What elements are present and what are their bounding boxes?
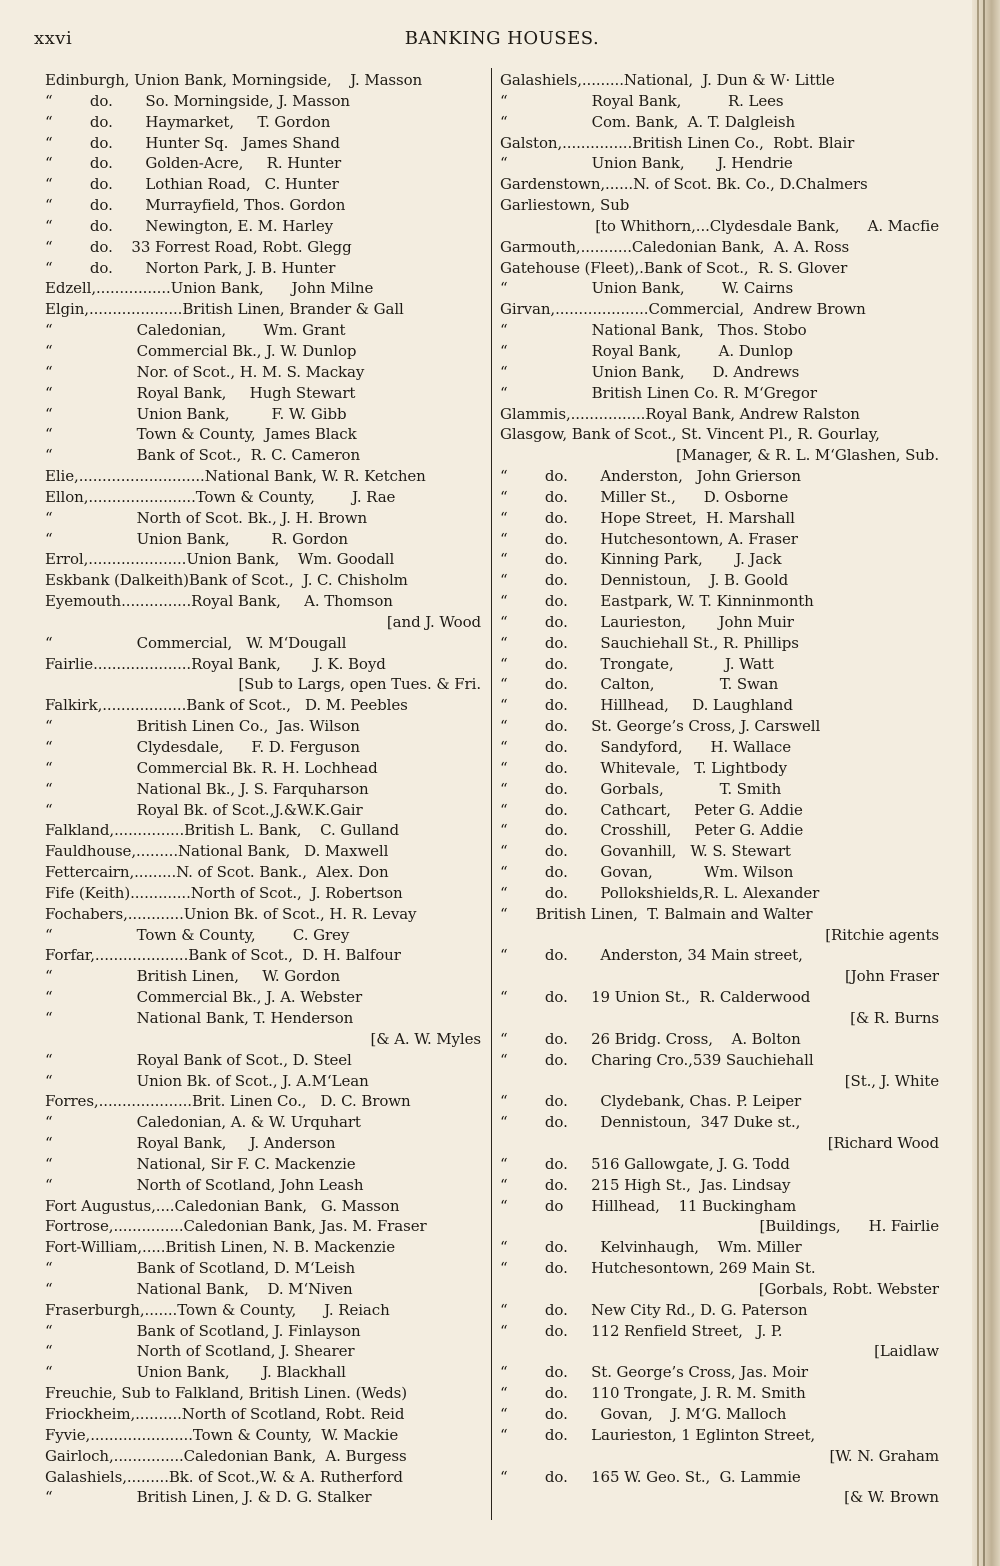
directory-line: “ National Bank, T. Henderson	[45, 1008, 354, 1027]
directory-line: “ Com. Bank, A. T. Dalgleish	[500, 112, 796, 131]
directory-line: Gardenstown,......N. of Scot. Bk. Co., D.Chalmers	[500, 175, 868, 194]
directory-line: “ do. Anderston, John Grierson	[500, 467, 801, 486]
directory-line: “ do. Hunter Sq. James Shand	[45, 133, 340, 152]
directory-line: Glasgow, Bank of Scot., St. Vincent Pl., R. Gourlay,	[500, 425, 880, 444]
directory-line: “ do. Anderston, 34 Main street,	[500, 946, 803, 965]
directory-line: Falkland,...............British L. Bank, C. Gulland	[45, 821, 400, 840]
directory-line: Errol,.....................Union Bank, Wm. Goodall	[45, 550, 395, 569]
directory-line: [St., J. White	[844, 1071, 939, 1090]
directory-line: “ do. Sauchiehall St., R. Phillips	[500, 633, 799, 652]
directory-line: Fort-William,.....British Linen, N. B. Mackenzie	[45, 1238, 395, 1257]
directory-line: Garliestown, Sub	[500, 196, 630, 215]
directory-line: Garmouth,...........Caledonian Bank, A. A. Ross	[500, 237, 850, 256]
directory-line: “ British Linen, W. Gordon	[45, 967, 341, 986]
directory-line: “ Royal Bank of Scot., D. Steel	[45, 1050, 352, 1069]
directory-line: “ Union Bank, J. Hendrie	[500, 154, 793, 173]
directory-line: “ do. Haymarket, T. Gordon	[45, 112, 331, 131]
directory-line: [W. N. Graham	[829, 1446, 939, 1465]
directory-line: “ do. Newington, E. M. Harley	[45, 216, 334, 235]
directory-line: [Ritchie agents	[825, 925, 939, 944]
directory-line: Forres,....................Brit. Linen Co., D. C. Brown	[45, 1092, 411, 1111]
directory-line: “ Clydesdale, F. D. Ferguson	[45, 738, 360, 756]
directory-line: “ Caledonian, A. & W. Urquhart	[45, 1113, 361, 1132]
directory-line: Fettercairn,.........N. of Scot. Bank., Alex. Don	[45, 863, 389, 882]
page-edge-binding	[972, 0, 1000, 1566]
directory-line: “ do. 165 W. Geo. St., G. Lammie	[500, 1467, 801, 1486]
directory-line: “ do. Murrayfield, Thos. Gordon	[45, 196, 346, 215]
directory-line: “ Town & County, James Black	[45, 425, 357, 444]
directory-line: “ Union Bk. of Scot., J. A.M‘Lean	[45, 1071, 369, 1090]
directory-line: “ do. Laurieston, 1 Eglinton Street,	[500, 1425, 816, 1444]
page-title: BANKING HOUSES.	[404, 28, 600, 49]
directory-line: “ Royal Bank, Hugh Stewart	[45, 383, 356, 402]
directory-line: “ do. Dennistoun, 347 Duke st.,	[500, 1113, 801, 1132]
directory-line: “ National Bk., J. S. Farquharson	[45, 779, 369, 798]
directory-line: “ do. Lothian Road, C. Hunter	[45, 175, 339, 194]
directory-line: “ do. Hope Street, H. Marshall	[500, 508, 795, 527]
directory-line: “ Union Bank, J. Blackhall	[45, 1363, 346, 1382]
directory-line: “ North of Scotland, J. Shearer	[45, 1342, 355, 1361]
directory-line: “ do. Laurieston, John Muir	[500, 612, 794, 631]
directory-line: “ do. Kinning Park, J. Jack	[500, 550, 782, 569]
directory-line: “ do. So. Morningside, J. Masson	[45, 91, 350, 110]
directory-line: “ do. Trongate, J. Watt	[500, 654, 774, 673]
directory-line: Edzell,................Union Bank, John Milne	[45, 279, 374, 298]
directory-line: [& R. Burns	[850, 1008, 939, 1027]
directory-line: “ British Linen, T. Balmain and Walter	[500, 904, 813, 923]
directory-line: “ North of Scot. Bk., J. H. Brown	[45, 508, 368, 527]
right-column	[500, 70, 939, 1508]
directory-line: “ do. Clydebank, Chas. P. Leiper	[500, 1092, 802, 1111]
directory-line: “ National Bank, Thos. Stobo	[500, 321, 807, 340]
directory-line: Fairlie.....................Royal Bank, J. K. Boyd	[45, 654, 386, 673]
directory-line: Fochabers,............Union Bk. of Scot., H. R. Levay	[45, 904, 417, 923]
directory-line: [Richard Wood	[827, 1134, 939, 1153]
directory-line: “ Town & County, C. Grey	[45, 925, 350, 944]
directory-line: “ do. Eastpark, W. T. Kinninmonth	[500, 592, 814, 611]
directory-line: [Gorbals, Robt. Webster	[758, 1279, 939, 1298]
directory-line: “ do. Govanhill, W. S. Stewart	[500, 842, 791, 861]
directory-line: Edinburgh, Union Bank, Morningside, J. Masson	[45, 71, 423, 89]
directory-line: Fife (Keith).............North of Scot., J. Robertson	[45, 883, 403, 902]
page-header	[34, 28, 970, 56]
directory-line: [Buildings, H. Fairlie	[759, 1217, 939, 1236]
column-divider	[491, 68, 492, 1520]
directory-line: “ do. Norton Park, J. B. Hunter	[45, 258, 336, 277]
directory-line: “ do. 33 Forrest Road, Robt. Glegg	[45, 237, 352, 256]
directory-line: Forfar,....................Bank of Scot., D. H. Balfour	[45, 946, 401, 965]
directory-line: “ do. New City Rd., D. G. Paterson	[500, 1300, 808, 1319]
directory-line: “ North of Scotland, John Leash	[45, 1175, 364, 1194]
directory-line: Glammis,................Royal Bank, Andrew Ralston	[500, 404, 860, 423]
directory-line: “ Commercial Bk., J. A. Webster	[45, 988, 363, 1007]
directory-line: Elgin,....................British Linen, Brander & Gall	[45, 300, 404, 319]
directory-line: [and J. Wood	[386, 612, 481, 631]
directory-line: “ do Hillhead, 11 Buckingham	[500, 1196, 797, 1215]
left-column	[45, 70, 481, 1508]
directory-line: Freuchie, Sub to Falkland, British Linen. (Weds)	[45, 1384, 407, 1403]
directory-line: “ Commercial Bk. R. H. Lochhead	[45, 758, 378, 777]
directory-line: “ British Linen, J. & D. G. Stalker	[45, 1488, 372, 1507]
directory-line: “ do. Hutchesontown, 269 Main St.	[500, 1259, 816, 1278]
directory-line: “ do. Pollokshields,R. L. Alexander	[500, 883, 820, 902]
directory-line: “ National Bank, D. M‘Niven	[45, 1279, 353, 1298]
directory-line: “ do. St. George’s Cross, J. Carswell	[500, 717, 821, 736]
directory-line: [to Whithorn,...Clydesdale Bank, A. Macfie	[595, 216, 939, 235]
directory-line: “ do. Hutchesontown, A. Fraser	[500, 529, 798, 548]
directory-line: “ do. 215 High St., Jas. Lindsay	[500, 1175, 791, 1194]
directory-line: Fyvie,......................Town & County, W. Mackie	[45, 1425, 399, 1444]
directory-line: Galston,...............British Linen Co., Robt. Blair	[500, 133, 855, 152]
directory-line: Eskbank (Dalkeith)Bank of Scot., J. C. Chisholm	[45, 571, 408, 590]
directory-line: “ do. 516 Gallowgate, J. G. Todd	[500, 1154, 790, 1173]
directory-line: “ Union Bank, D. Andrews	[500, 362, 800, 381]
directory-line: “ Royal Bank, A. Dunlop	[500, 341, 793, 360]
directory-line: Ellon,.......................Town & County, J. Rae	[45, 487, 396, 506]
directory-line: Fraserburgh,.......Town & County, J. Reiach	[45, 1300, 390, 1319]
directory-line: “ British Linen Co. R. M‘Gregor	[500, 383, 817, 402]
directory-line: “ Commercial, W. M‘Dougall	[45, 633, 347, 652]
directory-line: “ Bank of Scot., R. C. Cameron	[45, 446, 361, 465]
directory-line: “ Royal Bank, J. Anderson	[45, 1134, 336, 1153]
directory-line: “ do. Kelvinhaugh, Wm. Miller	[500, 1238, 802, 1257]
directory-line: [John Fraser	[844, 967, 939, 986]
directory-line: “ Bank of Scotland, J. Finlayson	[45, 1321, 361, 1340]
directory-line: [Laidlaw	[874, 1342, 939, 1361]
binding-line	[977, 0, 979, 1566]
directory-line: “ Commercial Bk., J. W. Dunlop	[45, 341, 357, 360]
directory-line: “ Union Bank, F. W. Gibb	[45, 404, 347, 423]
directory-line: Galashiels,.........National, J. Dun & W· Little	[500, 71, 835, 89]
directory-line: Fauldhouse,.........National Bank, D. Maxwell	[45, 842, 389, 861]
binding-line	[983, 0, 985, 1566]
directory-line: Elie,...........................National Bank, W. R. Ketchen	[45, 467, 426, 486]
directory-line: Eyemouth...............Royal Bank, A. Thomson	[45, 592, 393, 611]
directory-line: Fortrose,...............Caledonian Bank, Jas. M. Fraser	[45, 1217, 427, 1236]
directory-line: Fort Augustus,....Caledonian Bank, G. Masson	[45, 1196, 400, 1215]
directory-line: “ do. 110 Trongate, J. R. M. Smith	[500, 1384, 806, 1403]
directory-line: “ do. 112 Renfield Street, J. P.	[500, 1321, 783, 1340]
directory-line: “ Royal Bank, R. Lees	[500, 91, 784, 110]
directory-line: “ National, Sir F. C. Mackenzie	[45, 1154, 356, 1173]
directory-line: [Sub to Largs, open Tues. & Fri.	[238, 675, 481, 694]
directory-line: “ British Linen Co., Jas. Wilson	[45, 717, 360, 736]
directory-line: “ Nor. of Scot., H. M. S. Mackay	[45, 362, 365, 381]
directory-line: [& W. Brown	[844, 1488, 939, 1507]
directory-line: “ do. Hillhead, D. Laughland	[500, 696, 793, 715]
directory-line: “ do. Crosshill, Peter G. Addie	[500, 821, 804, 840]
directory-line: “ do. 19 Union St., R. Calderwood	[500, 988, 811, 1007]
directory-line: “ Bank of Scotland, D. M‘Leish	[45, 1259, 356, 1278]
directory-line: “ do. Whitevale, T. Lightbody	[500, 758, 787, 777]
directory-line: “ do. Govan, J. M‘G. Malloch	[500, 1405, 787, 1423]
directory-line: “ do. Charing Cro.,539 Sauchiehall	[500, 1050, 814, 1069]
directory-line: “ do. St. George’s Cross, Jas. Moir	[500, 1363, 808, 1382]
directory-line: “ Union Bank, R. Gordon	[45, 529, 348, 548]
directory-line: “ do. Gorbals, T. Smith	[500, 779, 782, 798]
directory-line: “ do. Dennistoun, J. B. Goold	[500, 571, 789, 590]
directory-line: “ do. Govan, Wm. Wilson	[500, 863, 794, 882]
directory-line: [& A. W. Myles	[370, 1029, 481, 1048]
directory-line: Falkirk,..................Bank of Scot., D. M. Peebles	[45, 696, 408, 715]
directory-line: “ Union Bank, W. Cairns	[500, 279, 794, 298]
directory-line: “ do. Calton, T. Swan	[500, 675, 779, 694]
directory-line: “ do. 26 Bridg. Cross, A. Bolton	[500, 1029, 801, 1048]
directory-line: [Manager, & R. L. M‘Glashen, Sub.	[675, 446, 939, 465]
directory-line: “ do. Miller St., D. Osborne	[500, 487, 789, 506]
directory-line: “ do. Cathcart, Peter G. Addie	[500, 800, 803, 819]
page-number: xxvi	[34, 28, 73, 49]
directory-line: “ do. Sandyford, H. Wallace	[500, 738, 792, 756]
directory-line: “ do. Golden-Acre, R. Hunter	[45, 154, 342, 173]
directory-line: Gatehouse (Fleet),.Bank of Scot., R. S. Glover	[500, 258, 848, 277]
directory-line: Friockheim,..........North of Scotland, Robt. Reid	[45, 1405, 405, 1423]
directory-line: “ Royal Bk. of Scot.,J.&W.K.Gair	[45, 800, 363, 819]
directory-line: Galashiels,.........Bk. of Scot.,W. & A. Rutherford	[45, 1467, 403, 1486]
directory-line: “ Caledonian, Wm. Grant	[45, 321, 346, 340]
directory-line: Gairloch,...............Caledonian Bank, A. Burgess	[45, 1446, 407, 1465]
directory-line: Girvan,....................Commercial, Andrew Brown	[500, 300, 866, 319]
